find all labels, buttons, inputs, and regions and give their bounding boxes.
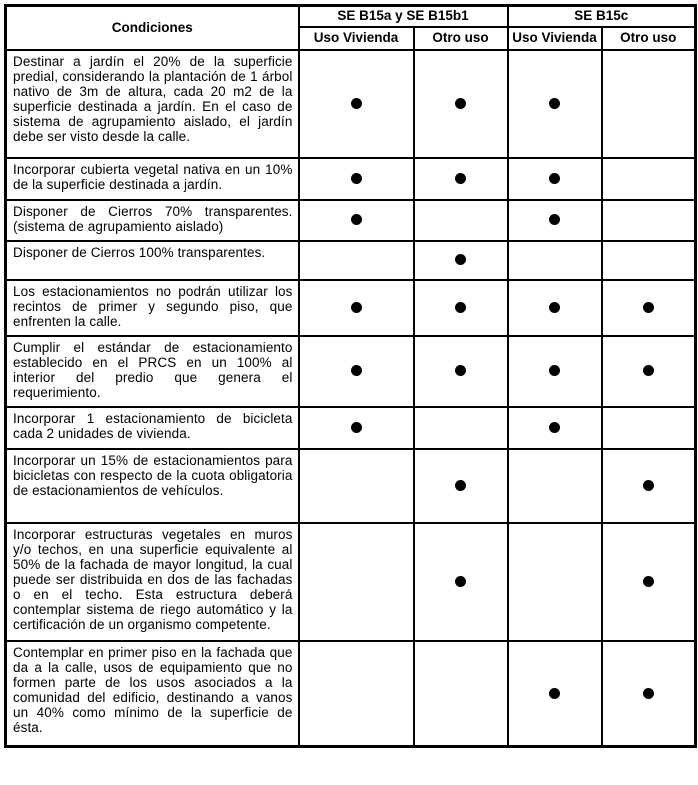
bullet-cell — [508, 641, 602, 747]
bullet-cell — [508, 407, 602, 449]
empty-cell — [602, 241, 696, 280]
bullet-cell — [414, 336, 508, 407]
bullet-cell — [414, 280, 508, 336]
bullet-mark — [351, 365, 362, 376]
condition-row — [6, 158, 696, 200]
bullet-cell — [299, 407, 414, 449]
bullet-mark — [455, 254, 466, 265]
conditions-table — [4, 4, 697, 748]
condition-text: Incorporar un 15% de estacionamientos para bicicletas con respecto de la cuota obligatoria de estacionamientos de vehículos. — [6, 449, 299, 523]
bullet-mark — [549, 302, 560, 313]
bullet-cell — [299, 336, 414, 407]
bullet-cell — [508, 336, 602, 407]
condition-text: Incorporar cubierta vegetal nativa en un 10% de la superficie destinada a jardín. — [6, 158, 299, 200]
header-group-se-b15a-b15b1: SE B15a y SE B15b1 — [299, 6, 508, 27]
bullet-cell — [508, 200, 602, 241]
bullet-cell — [299, 280, 414, 336]
empty-cell — [508, 523, 602, 641]
bullet-cell — [602, 641, 696, 747]
subheader-b15ab1-uso-vivienda: Uso Vivienda — [299, 27, 414, 50]
table-header — [6, 6, 696, 50]
empty-cell — [602, 200, 696, 241]
condition-text: Disponer de Cierros 70% transparentes. (sistema de agrupamiento aislado) — [6, 200, 299, 241]
condition-text: Contemplar en primer piso en la fachada que da a la calle, usos de equipamiento que no formen parte de los usos asociados a la comunidad del edificio, destinando a vanos un 40% como mínimo de la superficie de ésta. — [6, 641, 299, 747]
bullet-mark — [455, 173, 466, 184]
condition-text: Cumplir el estándar de estacionamiento establecido en el PRCS en un 100% al interior del predio que genera el requerimiento. — [6, 336, 299, 407]
bullet-cell — [602, 523, 696, 641]
bullet-mark — [455, 365, 466, 376]
subheader-b15c-otro-uso: Otro uso — [602, 27, 696, 50]
empty-cell — [602, 407, 696, 449]
bullet-mark — [549, 214, 560, 225]
bullet-cell — [414, 449, 508, 523]
condition-row — [6, 280, 696, 336]
bullet-mark — [549, 365, 560, 376]
bullet-mark — [549, 688, 560, 699]
empty-cell — [602, 158, 696, 200]
condition-text: Incorporar 1 estacionamiento de bicicleta cada 2 unidades de vivienda. — [6, 407, 299, 449]
condition-row — [6, 241, 696, 280]
empty-cell — [508, 241, 602, 280]
condition-text: Los estacionamientos no podrán utilizar los recintos de primer y segundo piso, que enfrenten la calle. — [6, 280, 299, 336]
condition-row — [6, 407, 696, 449]
bullet-cell — [414, 158, 508, 200]
empty-cell — [414, 407, 508, 449]
bullet-cell — [508, 280, 602, 336]
bullet-cell — [508, 50, 602, 158]
group-header-row — [6, 6, 696, 27]
bullet-cell — [299, 158, 414, 200]
bullet-mark — [549, 422, 560, 433]
empty-cell — [299, 523, 414, 641]
condition-text: Disponer de Cierros 100% transparentes. — [6, 241, 299, 280]
bullet-cell — [508, 158, 602, 200]
bullet-mark — [351, 98, 362, 109]
condition-row — [6, 200, 696, 241]
bullet-mark — [455, 480, 466, 491]
condition-text: Incorporar estructuras vegetales en muros y/o techos, en una superficie equivalente al 50% de la fachada de mayor longitud, la cual puede ser distribuida en dos de las fachadas o en el techo. Esta estructura deberá contemplar sistema de riego automático y la certificación de un organismo competente. — [6, 523, 299, 641]
bullet-cell — [602, 449, 696, 523]
bullet-cell — [414, 50, 508, 158]
condition-text: Destinar a jardín el 20% de la superficie predial, considerando la plantación de 1 árbol nativo de 3m de altura, cada 20 m2 de la superficie destinada a jardín. En el caso de sistema de agrupamiento aislado, el jardín debe ser visto desde la calle. — [6, 50, 299, 158]
bullet-mark — [643, 576, 654, 587]
empty-cell — [299, 641, 414, 747]
condition-row — [6, 523, 696, 641]
condition-row — [6, 641, 696, 747]
condition-row — [6, 449, 696, 523]
condition-row — [6, 50, 696, 158]
subheader-b15ab1-otro-uso: Otro uso — [414, 27, 508, 50]
empty-cell — [299, 449, 414, 523]
bullet-cell — [414, 523, 508, 641]
header-condiciones: Condiciones — [6, 6, 299, 50]
empty-cell — [414, 641, 508, 747]
bullet-mark — [351, 214, 362, 225]
bullet-cell — [299, 50, 414, 158]
bullet-mark — [549, 98, 560, 109]
subheader-b15c-uso-vivienda: Uso Vivienda — [508, 27, 602, 50]
bullet-cell — [602, 280, 696, 336]
bullet-mark — [455, 98, 466, 109]
bullet-mark — [351, 422, 362, 433]
bullet-cell — [299, 200, 414, 241]
empty-cell — [602, 50, 696, 158]
bullet-cell — [602, 336, 696, 407]
bullet-mark — [643, 480, 654, 491]
bullet-mark — [549, 173, 560, 184]
bullet-mark — [351, 173, 362, 184]
bullet-mark — [455, 302, 466, 313]
empty-cell — [414, 200, 508, 241]
bullet-cell — [414, 241, 508, 280]
condition-row — [6, 336, 696, 407]
empty-cell — [299, 241, 414, 280]
bullet-mark — [643, 365, 654, 376]
bullet-mark — [643, 688, 654, 699]
header-group-se-b15c: SE B15c — [508, 6, 696, 27]
bullet-mark — [643, 302, 654, 313]
bullet-mark — [351, 302, 362, 313]
table-body — [6, 50, 696, 747]
bullet-mark — [455, 576, 466, 587]
empty-cell — [508, 449, 602, 523]
